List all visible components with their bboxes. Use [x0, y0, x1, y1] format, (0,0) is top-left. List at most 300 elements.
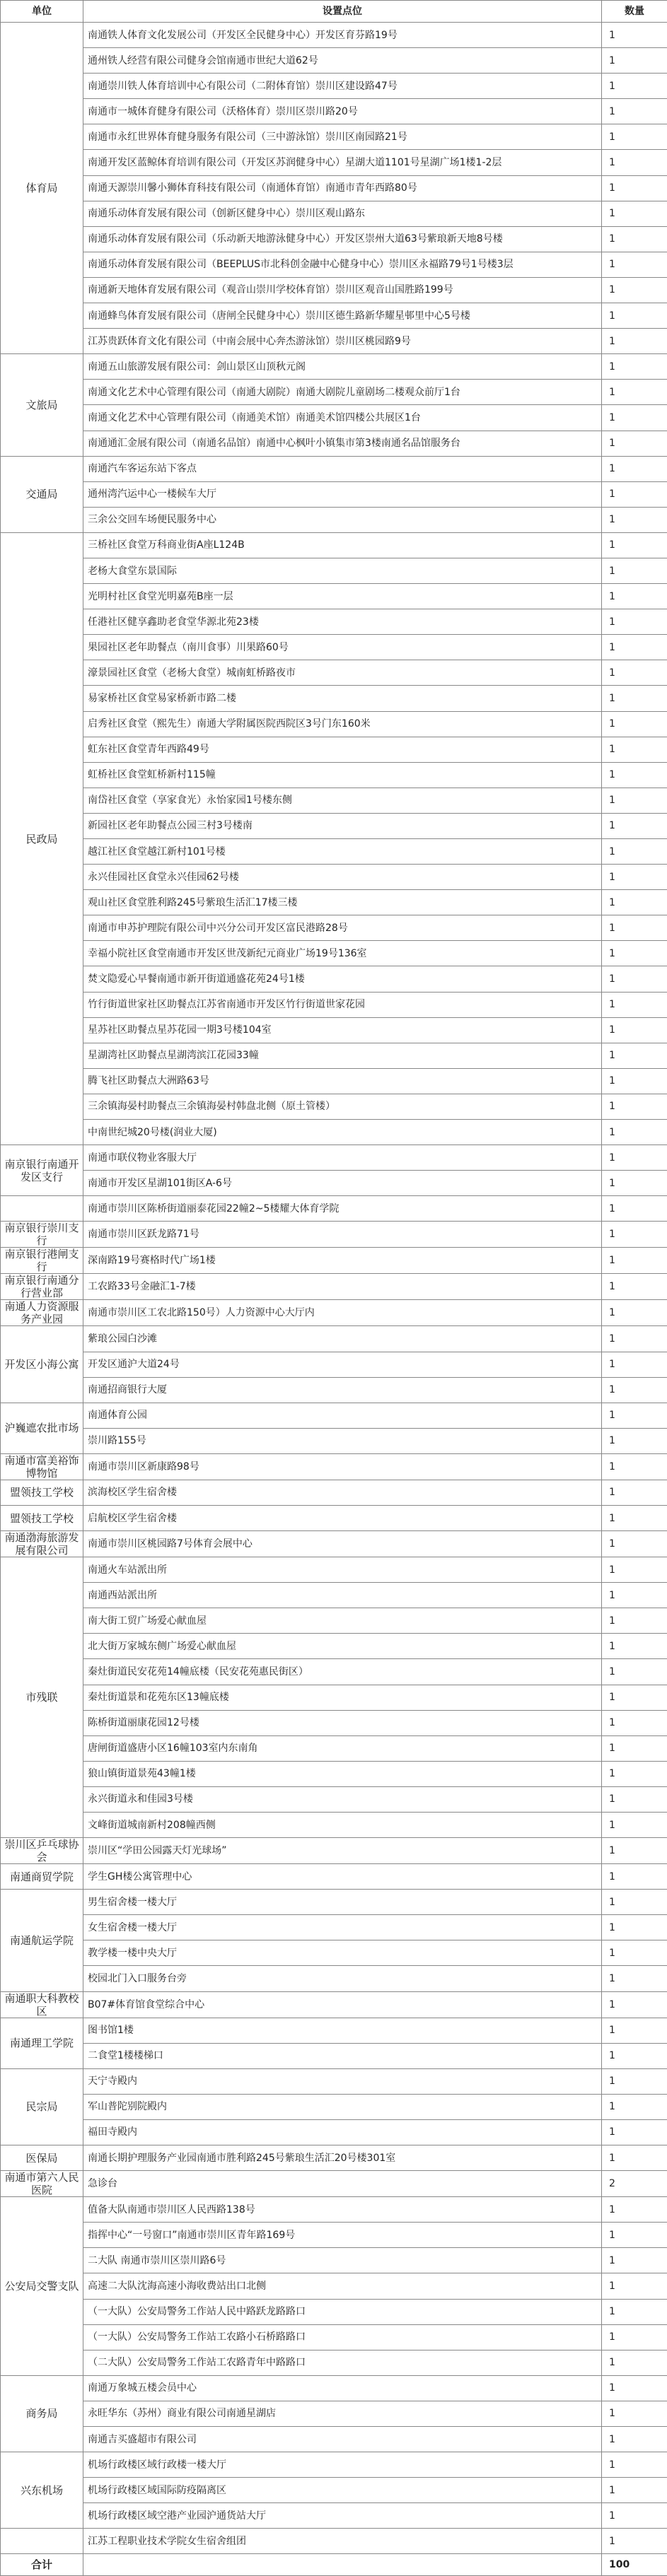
location-cell: 南通文化艺术中心管理有限公司（南通大剧院）南通大剧院儿童剧场二楼观众前厅1台: [83, 380, 602, 405]
count-cell: 1: [602, 1735, 667, 1761]
location-cell: 滨海校区学生宿舍楼: [83, 1480, 602, 1505]
location-cell: 南通铁人体育文化发展公司（开发区全民健身中心）开发区育芬路19号: [83, 23, 602, 48]
location-cell: 图书馆1楼: [83, 2018, 602, 2043]
count-cell: 1: [602, 2478, 667, 2503]
unit-cell: 盟领技工学校: [1, 1505, 83, 1530]
unit-cell: 南通理工学院: [1, 2018, 83, 2068]
table-row: [1, 2043, 667, 2068]
location-cell: 机场行政楼区域空港产业园沪通货站大厅: [83, 2503, 602, 2529]
table-row: [1, 2248, 667, 2273]
unit-cell: 市残联: [1, 1557, 83, 1838]
count-cell: 1: [602, 2018, 667, 2043]
table-row: [1, 1068, 667, 1094]
table-row: [1, 1274, 667, 1300]
location-cell: 秦灶街道景和花苑东区13幢底楼: [83, 1685, 602, 1710]
table-row: [1, 1685, 667, 1710]
header-location: 设置点位: [83, 1, 602, 23]
count-cell: 1: [602, 1659, 667, 1685]
table-row: [1, 1659, 667, 1685]
count-cell: 1: [602, 1120, 667, 1145]
table-row: [1, 1608, 667, 1634]
table-row: [1, 762, 667, 788]
location-cell: 急诊台: [83, 2171, 602, 2197]
table-row: [1, 1428, 667, 1453]
table-row: [1, 1531, 667, 1557]
table-row: [1, 2094, 667, 2119]
location-cell: 新园社区老年助餐点公园三村3号楼南: [83, 813, 602, 838]
count-cell: 1: [602, 380, 667, 405]
unit-cell: 交通局: [1, 456, 83, 532]
count-cell: 1: [602, 303, 667, 329]
table-row: [1, 1761, 667, 1786]
total-spacer: [83, 2554, 602, 2576]
count-cell: 1: [602, 1531, 667, 1557]
table-row: [1, 2503, 667, 2529]
table-row: [1, 2171, 667, 2197]
table-row: [1, 48, 667, 74]
table-row: [1, 431, 667, 456]
count-cell: 1: [602, 609, 667, 635]
count-cell: 1: [602, 1428, 667, 1453]
location-cell: 二大队 南通市崇川区崇川路6号: [83, 2248, 602, 2273]
location-cell: 南通新天地体育发展有限公司（观音山崇川学校体育馆）崇川区观音山国胜路199号: [83, 277, 602, 303]
count-cell: 1: [602, 788, 667, 813]
count-cell: 1: [602, 74, 667, 99]
location-cell: 紫琅公园白沙滩: [83, 1326, 602, 1352]
table-row: [1, 915, 667, 941]
location-cell: 秦灶街道民安花苑14幢底楼（民安花苑惠民街区）: [83, 1659, 602, 1685]
count-cell: 1: [602, 1043, 667, 1068]
count-cell: 1: [602, 2529, 667, 2554]
count-cell: 1: [602, 2273, 667, 2299]
count-cell: 1: [602, 1480, 667, 1505]
location-cell: 工农路33号金融汇1-7楼: [83, 1274, 602, 1300]
count-cell: 1: [602, 1300, 667, 1326]
count-cell: 1: [602, 277, 667, 303]
count-cell: 1: [602, 2119, 667, 2145]
unit-cell: 南京银行港闸支行: [1, 1248, 83, 1274]
unit-cell: 民宗局: [1, 2068, 83, 2145]
location-cell: （一大队）公安局警务工作站工农路小石桥路路口: [83, 2324, 602, 2350]
location-cell: 永兴佳园社区食堂永兴佳园62号楼: [83, 865, 602, 890]
unit-cell: 南京银行南通开发区支行: [1, 1145, 83, 1196]
table-row: [1, 558, 667, 583]
count-cell: 1: [602, 1583, 667, 1608]
unit-cell: [1, 2529, 83, 2554]
location-cell: 任港社区健享鑫助老食堂华源北苑23楼: [83, 609, 602, 635]
location-cell: 星苏社区助餐点星苏花园一期3号楼104室: [83, 1017, 602, 1043]
table-row: [1, 1326, 667, 1352]
count-cell: 1: [602, 1171, 667, 1196]
location-cell: 腾飞社区助餐点大洲路63号: [83, 1068, 602, 1094]
count-cell: 1: [602, 2401, 667, 2426]
count-cell: 1: [602, 1068, 667, 1094]
table-row: [1, 1196, 667, 1222]
count-cell: 1: [602, 23, 667, 48]
count-cell: 1: [602, 1377, 667, 1403]
table-row: [1, 456, 667, 481]
count-cell: 1: [602, 1634, 667, 1659]
table-row: [1, 2452, 667, 2478]
location-cell: 唐闸街道盛唐小区16幢103室内东南角: [83, 1735, 602, 1761]
unit-cell: 南通市富美裕饰博物馆: [1, 1453, 83, 1480]
location-cell: 南通市崇川区陈桥街道丽泰花园22幢2~5楼耀大体育学院: [83, 1196, 602, 1222]
location-cell: 南通火车站派出所: [83, 1557, 602, 1583]
count-cell: 1: [602, 635, 667, 660]
count-cell: 1: [602, 48, 667, 74]
table-row: [1, 1864, 667, 1890]
count-cell: 1: [602, 1864, 667, 1890]
location-cell: 北大街万家城东侧广场爱心献血屋: [83, 1634, 602, 1659]
table-row: [1, 1890, 667, 1915]
location-cell: 南通市开发区星湖101街区A-6号: [83, 1171, 602, 1196]
table-row: [1, 1094, 667, 1119]
unit-cell: 崇川区乒乓球协会: [1, 1838, 83, 1864]
location-cell: 军山普陀别院殿内: [83, 2094, 602, 2119]
unit-cell: 盟领技工学校: [1, 1480, 83, 1505]
table-row: [1, 150, 667, 175]
location-cell: 启秀社区食堂（熙先生）南通大学附属医院西院区3号门东160米: [83, 711, 602, 737]
table-row: [1, 992, 667, 1017]
count-cell: 1: [602, 1453, 667, 1480]
location-cell: 南通蜂鸟体育发展有限公司（唐闸全民健身中心）崇川区德生路新华耀星邨里中心5号楼: [83, 303, 602, 329]
table-row: [1, 1966, 667, 1991]
count-cell: 1: [602, 1915, 667, 1940]
table-row: [1, 1813, 667, 1838]
location-cell: 南通市申苏护理院有限公司中兴分公司开发区富民港路28号: [83, 915, 602, 941]
table-row: [1, 1120, 667, 1145]
unit-cell: 南通市第六人民医院: [1, 2171, 83, 2197]
location-cell: 南通市联仪物业客服大厅: [83, 1145, 602, 1171]
count-cell: 1: [602, 1094, 667, 1119]
table-row: [1, 2401, 667, 2426]
count-cell: 1: [602, 1557, 667, 1583]
location-cell: 南岱社区食堂（享家食光）永怡家园1号楼东侧: [83, 788, 602, 813]
location-cell: 南通乐动体育发展有限公司（乐动新天地游泳健身中心）开发区崇州大道63号紫琅新天地8号楼: [83, 226, 602, 252]
count-cell: 1: [602, 2299, 667, 2324]
count-cell: 1: [602, 99, 667, 124]
table-row: [1, 201, 667, 226]
count-cell: 1: [602, 2324, 667, 2350]
location-cell: 南通市崇川区工农北路150号）人力资源中心大厅内: [83, 1300, 602, 1326]
table-row: [1, 1838, 667, 1864]
table-row: [1, 2273, 667, 2299]
location-cell: 江苏工程职业技术学院女生宿舍组团: [83, 2529, 602, 2554]
location-cell: 永旺华东（苏州）商业有限公司南通星湖店: [83, 2401, 602, 2426]
count-cell: 1: [602, 150, 667, 175]
unit-cell: 开发区小海公寓: [1, 1326, 83, 1403]
table-row: [1, 2145, 667, 2171]
location-cell: 崇川路155号: [83, 1428, 602, 1453]
count-cell: 1: [602, 405, 667, 431]
table-row: [1, 2299, 667, 2324]
table-row: [1, 635, 667, 660]
location-cell: 机场行政楼区域国际防疫隔离区: [83, 2478, 602, 2503]
location-cell: 南通乐动体育发展有限公司（BEEPLUS市北科创金融中心健身中心）崇川区永福路79号1号楼3层: [83, 252, 602, 277]
unit-cell: [1, 1196, 83, 1222]
table-row: [1, 252, 667, 277]
unit-cell: 医保局: [1, 2145, 83, 2171]
location-cell: 南通崇川铁人体育培训中心有限公司（二附体育馆）崇川区建设路47号: [83, 74, 602, 99]
count-cell: 1: [602, 1991, 667, 2018]
table-row: [1, 74, 667, 99]
count-cell: 1: [602, 1608, 667, 1634]
location-cell: 陈桥街道丽康花园12号楼: [83, 1710, 602, 1735]
location-cell: 南大街工贸广场爱心献血屋: [83, 1608, 602, 1634]
count-cell: 1: [602, 532, 667, 558]
table-row: [1, 1171, 667, 1196]
location-cell: 学生GH楼公寓管理中心: [83, 1864, 602, 1890]
count-cell: 1: [602, 1403, 667, 1428]
table-row: [1, 1403, 667, 1428]
count-cell: 1: [602, 839, 667, 865]
location-cell: 南通文化艺术中心管理有限公司（南通美术馆）南通美术馆四楼公共展区1台: [83, 405, 602, 431]
count-cell: 1: [602, 1685, 667, 1710]
unit-cell: 沪巍遮农批市场: [1, 1403, 83, 1453]
table-row: [1, 1505, 667, 1530]
location-cell: 南通天源崇川馨小狮体育科技有限公司（南通体育馆）南通市青年西路80号: [83, 175, 602, 201]
count-cell: 1: [602, 2197, 667, 2223]
count-cell: 1: [602, 1248, 667, 1274]
table-row: [1, 2068, 667, 2094]
table-row: [1, 686, 667, 711]
total-label: 合计: [1, 2554, 83, 2576]
count-cell: 1: [602, 1352, 667, 1377]
location-cell: 深南路19号赛格时代广场1楼: [83, 1248, 602, 1274]
location-cell: B07#体育馆食堂综合中心: [83, 1991, 602, 2018]
table-row: [1, 1300, 667, 1326]
count-cell: 2: [602, 2171, 667, 2197]
table-row: [1, 2223, 667, 2248]
count-cell: 1: [602, 2094, 667, 2119]
location-cell: 南通开发区蓝鲸体育培训有限公司（开发区苏润健身中心）星湖大道1101号星湖广场1楼1-2层: [83, 150, 602, 175]
table-row: [1, 813, 667, 838]
count-cell: 1: [602, 1505, 667, 1530]
location-cell: 焚文隐爱心早餐南通市新开街道通盛花苑24号1楼: [83, 966, 602, 992]
table-row: [1, 329, 667, 354]
location-cell: 老杨大食堂东景国际: [83, 558, 602, 583]
table-row: [1, 1222, 667, 1248]
table-row: [1, 380, 667, 405]
table-row: [1, 1377, 667, 1403]
count-cell: 1: [602, 431, 667, 456]
table-row: [1, 2324, 667, 2350]
table-row: [1, 1453, 667, 1480]
table-row: [1, 1915, 667, 1940]
count-cell: 1: [602, 1838, 667, 1864]
location-cell: 南通市崇川区跃龙路71号: [83, 1222, 602, 1248]
location-cell: 永兴街道永和佳园3号楼: [83, 1786, 602, 1812]
count-cell: 1: [602, 686, 667, 711]
count-cell: 1: [602, 660, 667, 686]
location-cell: 南通市一城体育健身有限公司（沃格体育）崇川区崇川路20号: [83, 99, 602, 124]
location-cell: 女生宿舍楼一楼大厅: [83, 1915, 602, 1940]
location-cell: 濠景园社区食堂（老杨大食堂）城南虹桥路夜市: [83, 660, 602, 686]
location-cell: 文峰街道城南新村208幢西侧: [83, 1813, 602, 1838]
table-row: [1, 99, 667, 124]
location-cell: 竹行街道世家社区助餐点江苏省南通市开发区竹行街道世家花园: [83, 992, 602, 1017]
table-row: [1, 2375, 667, 2401]
count-cell: 1: [602, 890, 667, 915]
table-row: [1, 507, 667, 532]
total-count: 100: [602, 2554, 667, 2576]
location-cell: 三余公交回车场便民服务中心: [83, 507, 602, 532]
count-cell: 1: [602, 865, 667, 890]
count-cell: 1: [602, 1890, 667, 1915]
location-cell: 南通吉买盛超市有限公司: [83, 2426, 602, 2452]
count-cell: 1: [602, 175, 667, 201]
table-row: [1, 839, 667, 865]
table-row: [1, 405, 667, 431]
location-cell: 南通万象城五楼会员中心: [83, 2375, 602, 2401]
table-row: [1, 277, 667, 303]
table-row: [1, 226, 667, 252]
location-cell: 通州湾汽运中心一楼候车大厅: [83, 481, 602, 507]
count-cell: 1: [602, 456, 667, 481]
location-cell: 江苏贵跃体育文化有限公司（中南会展中心奔杰游泳馆）崇川区桃园路9号: [83, 329, 602, 354]
count-cell: 1: [602, 737, 667, 762]
table-row: [1, 1480, 667, 1505]
location-cell: 指挥中心“一号窗口”南通市崇川区青年路169号: [83, 2223, 602, 2248]
location-cell: 南通汽车客运东站下客点: [83, 456, 602, 481]
count-cell: 1: [602, 124, 667, 150]
location-cell: 幸福小院社区食堂南通市开发区世茂新纪元商业广场19号136室: [83, 941, 602, 966]
table-row: [1, 584, 667, 609]
location-cell: 观山社区食堂胜利路245号紫琅生活汇17楼三楼: [83, 890, 602, 915]
location-cell: 南通市崇川区桃园路7号体育会展中心: [83, 1531, 602, 1557]
location-cell: 开发区通沪大道24号: [83, 1352, 602, 1377]
header-unit: 单位: [1, 1, 83, 23]
count-cell: 1: [602, 1710, 667, 1735]
count-cell: 1: [602, 2503, 667, 2529]
location-cell: （一大队）公安局警务工作站人民中路跃龙路路口: [83, 2299, 602, 2324]
count-cell: 1: [602, 966, 667, 992]
table-body: [1, 23, 667, 2554]
unit-cell: 南京银行崇川支行: [1, 1222, 83, 1248]
location-cell: 狼山镇街道景苑43幢1楼: [83, 1761, 602, 1786]
location-cell: 越江社区食堂越江新村101号楼: [83, 839, 602, 865]
count-cell: 1: [602, 2145, 667, 2171]
count-cell: 1: [602, 1786, 667, 1812]
count-cell: 1: [602, 2068, 667, 2094]
location-cell: 启航校区学生宿舍楼: [83, 1505, 602, 1530]
count-cell: 1: [602, 584, 667, 609]
header-row: [1, 1, 667, 23]
location-cell: 南通乐动体育发展有限公司（创新区健身中心）崇川区观山路东: [83, 201, 602, 226]
table-row: [1, 23, 667, 48]
count-cell: 1: [602, 2375, 667, 2401]
table-row: [1, 2426, 667, 2452]
table-row: [1, 2350, 667, 2375]
count-cell: 1: [602, 1274, 667, 1300]
location-cell: 易家桥社区食堂易家桥新市路二楼: [83, 686, 602, 711]
table-row: [1, 609, 667, 635]
count-cell: 1: [602, 941, 667, 966]
table-row: [1, 303, 667, 329]
location-cell: 南通五山旅游发展有限公司：剑山景区山顶秋元阁: [83, 354, 602, 380]
count-cell: 1: [602, 2350, 667, 2375]
location-cell: 南通体育公园: [83, 1403, 602, 1428]
location-cell: 二食堂1楼楼梯口: [83, 2043, 602, 2068]
location-cell: 崇川区“学田公园露天灯光球场”: [83, 1838, 602, 1864]
table-row: [1, 1735, 667, 1761]
count-cell: 1: [602, 1966, 667, 1991]
unit-cell: 南通渤海旅游发展有限公司: [1, 1531, 83, 1557]
count-cell: 1: [602, 481, 667, 507]
location-cell: 南通招商银行大厦: [83, 1377, 602, 1403]
location-cell: 机场行政楼区域行政楼一楼大厅: [83, 2452, 602, 2478]
location-cell: 校园北门入口服务台旁: [83, 1966, 602, 1991]
table-row: [1, 1145, 667, 1171]
count-cell: 1: [602, 558, 667, 583]
count-cell: 1: [602, 2223, 667, 2248]
count-cell: 1: [602, 1017, 667, 1043]
location-cell: 福田寺殿内: [83, 2119, 602, 2145]
table-row: [1, 660, 667, 686]
location-cell: 南通长期护理服务产业园南通市胜利路245号紫琅生活汇20号楼301室: [83, 2145, 602, 2171]
total-row: [1, 2554, 667, 2576]
count-cell: 1: [602, 762, 667, 788]
table-row: [1, 2119, 667, 2145]
location-cell: 南通通汇金展有限公司（南通名品馆）南通中心枫叶小镇集市第3楼南通名品馆服务台: [83, 431, 602, 456]
location-cell: 天宁寺殿内: [83, 2068, 602, 2094]
location-cell: 虹桥社区食堂虹桥新村115幢: [83, 762, 602, 788]
count-cell: 1: [602, 2043, 667, 2068]
location-cell: 男生宿舍楼一楼大厅: [83, 1890, 602, 1915]
location-cell: 教学楼一楼中央大厅: [83, 1940, 602, 1966]
location-cell: 三桥社区食堂万科商业街A座L124B: [83, 532, 602, 558]
table-row: [1, 1248, 667, 1274]
unit-cell: 南通航运学院: [1, 1890, 83, 1991]
table-row: [1, 481, 667, 507]
unit-cell: 体育局: [1, 23, 83, 354]
table-row: [1, 941, 667, 966]
count-cell: 1: [602, 1813, 667, 1838]
count-cell: 1: [602, 1940, 667, 1966]
count-cell: 1: [602, 1326, 667, 1352]
unit-cell: 南通商贸学院: [1, 1864, 83, 1890]
table-row: [1, 2478, 667, 2503]
table-row: [1, 1352, 667, 1377]
table-row: [1, 124, 667, 150]
location-cell: 高速二大队沈海高速小海收费站出口北侧: [83, 2273, 602, 2299]
count-cell: 1: [602, 2248, 667, 2273]
location-cell: 值备大队南通市崇川区人民西路138号: [83, 2197, 602, 2223]
count-cell: 1: [602, 1222, 667, 1248]
table-row: [1, 1017, 667, 1043]
unit-cell: 兴东机场: [1, 2452, 83, 2529]
location-cell: 果园社区老年助餐点（南川食事）川果路60号: [83, 635, 602, 660]
unit-cell: 公安局交警支队: [1, 2197, 83, 2376]
table-row: [1, 1710, 667, 1735]
table-row: [1, 1786, 667, 1812]
location-cell: 虹东社区食堂青年西路49号: [83, 737, 602, 762]
location-cell: 通州铁人经营有限公司健身会馆南通市世纪大道62号: [83, 48, 602, 74]
table-row: [1, 1634, 667, 1659]
count-cell: 1: [602, 354, 667, 380]
count-cell: 1: [602, 226, 667, 252]
location-cell: 三余镇海晏村助餐点三余镇海晏村韩盘北侧（原土管楼）: [83, 1094, 602, 1119]
table-row: [1, 1940, 667, 1966]
location-cell: 南通市永红世界体育健身服务有限公司（三中游泳馆）崇川区南园路21号: [83, 124, 602, 150]
location-cell: 南通西站派出所: [83, 1583, 602, 1608]
unit-cell: 南通人力资源服务产业园: [1, 1300, 83, 1326]
table-row: [1, 532, 667, 558]
count-cell: 1: [602, 329, 667, 354]
count-cell: 1: [602, 201, 667, 226]
table-row: [1, 175, 667, 201]
table-row: [1, 1043, 667, 1068]
